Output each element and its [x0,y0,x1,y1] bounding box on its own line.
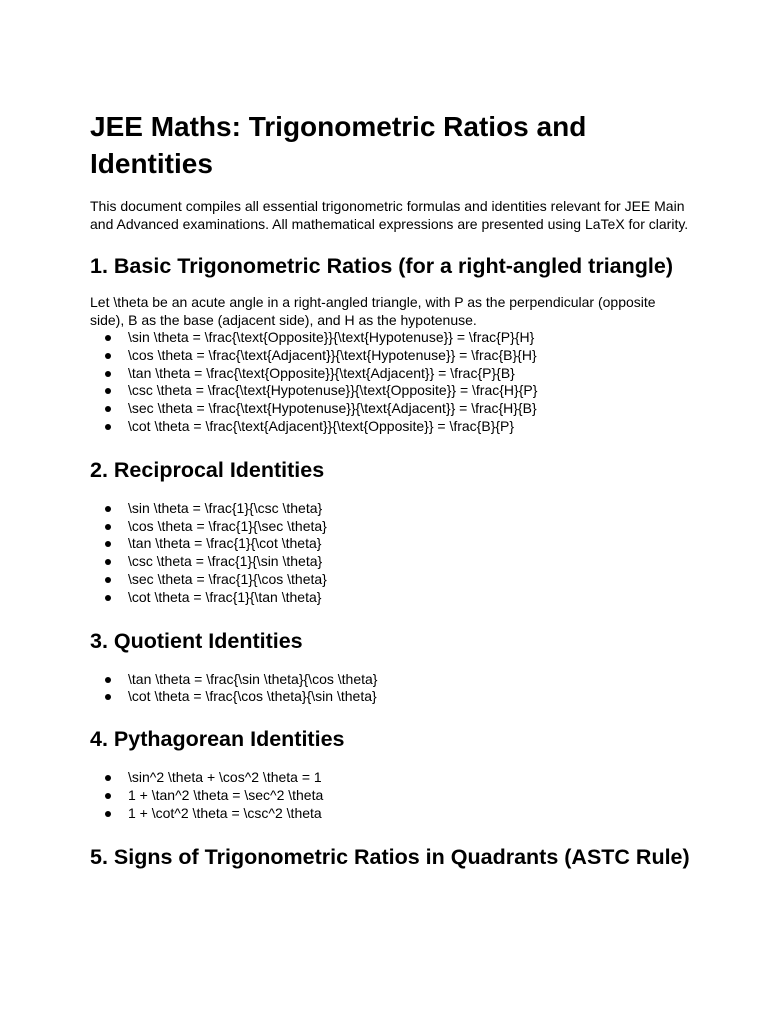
list-item: \cot \theta = \frac{\text{Adjacent}}{\text{Opposite}} = \frac{B}{P} [90,418,690,436]
list-item: \sin \theta = \frac{1}{\csc \theta} [90,500,690,518]
document-title: JEE Maths: Trigonometric Ratios and Identities [90,111,587,179]
list-item: 1 + \tan^2 \theta = \sec^2 \theta [90,787,690,805]
section-heading-reciprocal-identities: 2. Reciprocal Identities [90,457,325,482]
list-item: \csc \theta = \frac{\text{Hypotenuse}}{\text{Opposite}} = \frac{H}{P} [90,382,690,400]
list-item: \sec \theta = \frac{\text{Hypotenuse}}{\text{Adjacent}} = \frac{H}{B} [90,400,690,418]
list-item: \cot \theta = \frac{1}{\tan \theta} [90,589,690,607]
list-item: \tan \theta = \frac{\sin \theta}{\cos \theta} [90,671,690,689]
basic-ratios-list [90,329,690,436]
list-item: \cot \theta = \frac{\cos \theta}{\sin \theta} [90,688,690,706]
list-item: \cos \theta = \frac{1}{\sec \theta} [90,518,690,536]
pythagorean-identities-list [90,769,690,822]
reciprocal-identities-list [90,500,690,607]
list-item: \sin^2 \theta + \cos^2 \theta = 1 [90,769,690,787]
section-intro-basic-ratios: Let \theta be an acute angle in a right-angled triangle, with P as the perpendicular (opposite side), B as the base (adjacent side), and H as the hypotenuse. [90,294,656,328]
quotient-identities-list [90,671,690,707]
section-heading-quadrant-signs: 5. Signs of Trigonometric Ratios in Quadrants (ASTC Rule) [90,844,690,869]
section-heading-basic-ratios: 1. Basic Trigonometric Ratios (for a right-angled triangle) [90,254,673,278]
list-item: \sin \theta = \frac{\text{Opposite}}{\text{Hypotenuse}} = \frac{P}{H} [90,329,690,347]
list-item: \tan \theta = \frac{\text{Opposite}}{\text{Adjacent}} = \frac{P}{B} [90,365,690,383]
list-item: \csc \theta = \frac{1}{\sin \theta} [90,553,690,571]
section-heading-pythagorean-identities: 4. Pythagorean Identities [90,727,345,752]
list-item: \tan \theta = \frac{1}{\cot \theta} [90,535,690,553]
document-intro: This document compiles all essential trigonometric formulas and identities relevant for JEE Main and Advanced examinations. All mathematical expressions are presented using LaTeX for clarity. [90,198,689,232]
list-item: \cos \theta = \frac{\text{Adjacent}}{\text{Hypotenuse}} = \frac{B}{H} [90,347,690,365]
list-item: \sec \theta = \frac{1}{\cos \theta} [90,571,690,589]
list-item: 1 + \cot^2 \theta = \csc^2 \theta [90,805,690,823]
document-page [90,108,690,871]
section-heading-quotient-identities: 3. Quotient Identities [90,628,303,653]
